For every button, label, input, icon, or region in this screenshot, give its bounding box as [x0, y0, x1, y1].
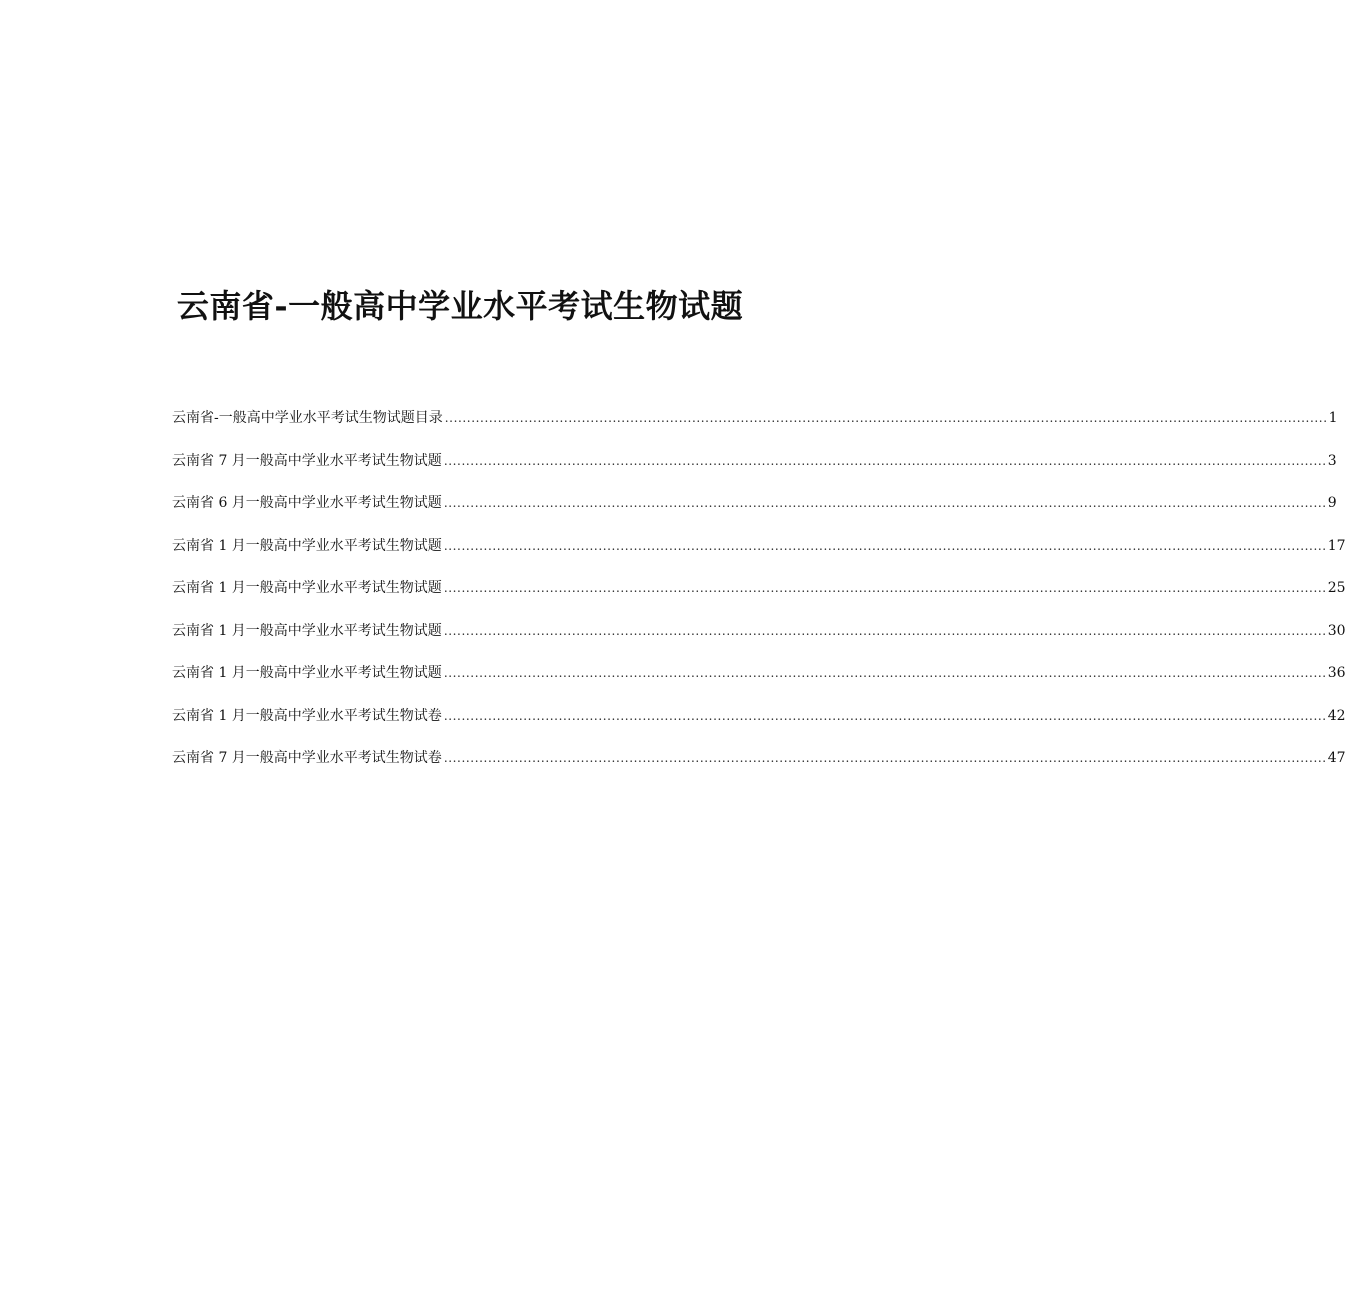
toc-entry-page: 3 — [1327, 452, 1337, 469]
toc-dot-leader: ........................................................................................................................................................................................................ — [443, 496, 1327, 510]
toc-entry-page: 47 — [1327, 750, 1346, 766]
toc-entry-title: 云南省 7 月一般高中学业水平考试生物试卷 — [172, 750, 442, 766]
toc-entry-title: 云南省 1 月一般高中学业水平考试生物试题 — [172, 665, 442, 681]
toc-dot-leader: ........................................................................................................................................................................................................ — [443, 623, 1327, 638]
toc-dot-leader: ........................................................................................................................................................................................................ — [443, 708, 1327, 723]
toc-dot-leader: ........................................................................................................................................................................................................ — [443, 581, 1327, 595]
toc-dot-leader: ........................................................................................................................................................................................................ — [444, 411, 1328, 425]
toc-entry-title: 云南省-一般高中学业水平考试生物试题目录 — [172, 410, 443, 426]
toc-entry-page: 30 — [1327, 622, 1346, 639]
toc-dot-leader: ........................................................................................................................................................................................................ — [443, 453, 1327, 468]
toc-entry-title: 云南省 1 月一般高中学业水平考试生物试卷 — [172, 707, 442, 724]
toc-entry[interactable] — [172, 621, 1346, 664]
toc-entry-title: 云南省 7 月一般高中学业水平考试生物试题 — [172, 452, 442, 469]
toc-entry-page: 36 — [1327, 665, 1346, 681]
toc-entry-title: 云南省 6 月一般高中学业水平考试生物试题 — [172, 495, 442, 511]
toc-entry-title: 云南省 1 月一般高中学业水平考试生物试题 — [172, 622, 442, 639]
toc-entry[interactable] — [172, 706, 1346, 749]
toc-entry[interactable] — [172, 578, 1346, 621]
toc-entry-title: 云南省 1 月一般高中学业水平考试生物试题 — [172, 537, 442, 554]
toc-dot-leader: ........................................................................................................................................................................................................ — [443, 538, 1327, 553]
toc-entry-page: 1 — [1328, 410, 1338, 426]
toc-entry-page: 25 — [1327, 580, 1346, 596]
toc-entry[interactable] — [172, 748, 1346, 791]
toc-entry[interactable] — [172, 493, 1337, 536]
toc-entry-page: 9 — [1327, 495, 1337, 511]
toc-dot-leader: ........................................................................................................................................................................................................ — [443, 666, 1327, 680]
toc-entry-page: 42 — [1327, 707, 1346, 724]
toc-entry[interactable] — [172, 451, 1337, 494]
table-of-contents — [172, 408, 1346, 791]
document-title: 云南省-一般高中学业水平考试生物试题 — [176, 287, 744, 325]
toc-entry-title: 云南省 1 月一般高中学业水平考试生物试题 — [172, 580, 442, 596]
toc-entry[interactable] — [172, 408, 1338, 451]
toc-entry-page: 17 — [1327, 537, 1346, 554]
toc-entry[interactable] — [172, 663, 1346, 706]
toc-dot-leader: ........................................................................................................................................................................................................ — [443, 751, 1327, 765]
toc-entry[interactable] — [172, 536, 1346, 579]
